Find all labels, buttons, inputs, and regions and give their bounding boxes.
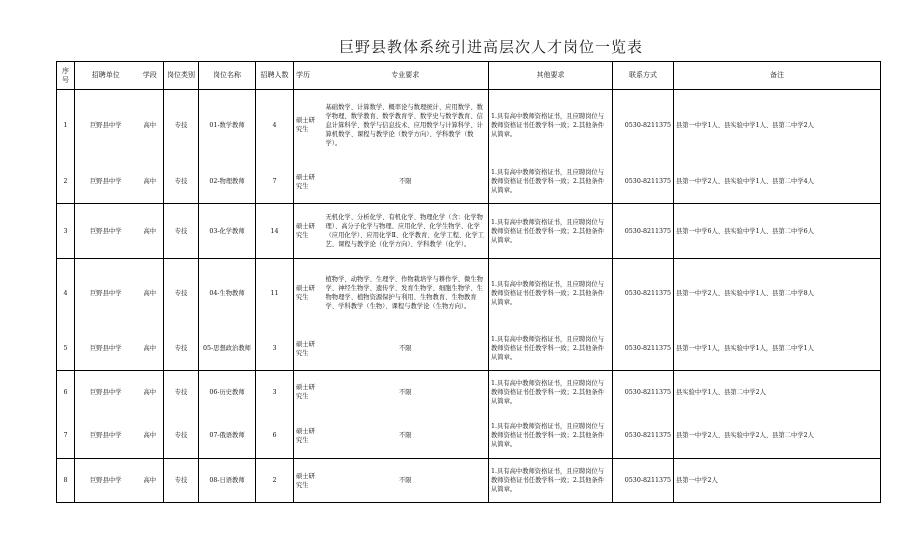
cell-education: 硕士研究生 (294, 459, 323, 503)
cell-count: 7 (256, 161, 294, 204)
cell-stage: 高中 (137, 259, 164, 328)
table-row (57, 371, 881, 414)
cell-stage: 高中 (137, 371, 164, 414)
cell-category: 专技 (164, 90, 199, 161)
cell-no: 1 (57, 90, 75, 161)
cell-contact: 0530-8211375 (613, 204, 674, 259)
cell-unit: 巨野县中学 (75, 90, 137, 161)
cell-category: 专技 (164, 328, 199, 371)
cell-remark: 县第一中学2人 (674, 459, 881, 503)
cell-no: 7 (57, 414, 75, 459)
cell-remark: 县第一中学6人、县实验中学1人、县第二中学6人 (674, 204, 881, 259)
header-major: 专业要求 (323, 62, 489, 90)
cell-category: 专技 (164, 204, 199, 259)
cell-stage: 高中 (137, 204, 164, 259)
header-no: 序号 (57, 62, 75, 90)
cell-position: 02-物理教师 (199, 161, 256, 204)
cell-contact: 0530-8211375 (613, 90, 674, 161)
cell-unit: 巨野县中学 (75, 204, 137, 259)
cell-count: 11 (256, 259, 294, 328)
cell-count: 2 (256, 459, 294, 503)
header-contact: 联系方式 (613, 62, 674, 90)
cell-category: 专技 (164, 414, 199, 459)
cell-remark: 县第一中学2人、县实验中学1人、县第二中学4人 (674, 161, 881, 204)
cell-unit: 巨野县中学 (75, 161, 137, 204)
document-title: 巨野县教体系统引进高层次人才岗位一览表 (338, 38, 643, 56)
cell-contact: 0530-8211375 (613, 328, 674, 371)
cell-other: 1.具有高中教师资格证书，且应聘岗位与教师资格证书任教学科一致；2.其他条件从简章。 (489, 259, 613, 328)
cell-count: 3 (256, 371, 294, 414)
cell-position: 07-俄语教师 (199, 414, 256, 459)
table-row (57, 328, 881, 371)
cell-contact: 0530-8211375 (613, 459, 674, 503)
cell-major: 不限 (323, 371, 489, 414)
cell-major: 基础数学、计算数学、概率论与数理统计、应用数学、数学物理、数学教育、数学教育学、数学史与数学教育、信息计算科学、数学与信息技术、应用数学与计算科学、计算机数学、课程与教学论（数学方向）、学科教学（数学）。 (323, 90, 489, 161)
table-row (57, 204, 881, 259)
cell-no: 2 (57, 161, 75, 204)
cell-count: 6 (256, 414, 294, 459)
cell-count: 4 (256, 90, 294, 161)
cell-unit: 巨野县中学 (75, 259, 137, 328)
cell-remark: 县第一中学1人、县实验中学1人、县第二中学2人 (674, 90, 881, 161)
cell-no: 8 (57, 459, 75, 503)
cell-unit: 巨野县中学 (75, 459, 137, 503)
cell-stage: 高中 (137, 90, 164, 161)
header-position: 岗位名称 (199, 62, 256, 90)
cell-contact: 0530-8211375 (613, 371, 674, 414)
header-count: 招聘人数 (256, 62, 294, 90)
cell-education: 硕士研究生 (294, 161, 323, 204)
cell-remark: 县第一中学1人，县实验中学1人，县第二中学1人 (674, 328, 881, 371)
header-other: 其他要求 (489, 62, 613, 90)
cell-remark: 县第一中学2人、县实验中学2人、县第二中学2人 (674, 414, 881, 459)
cell-stage: 高中 (137, 328, 164, 371)
cell-stage: 高中 (137, 414, 164, 459)
cell-other: 1.具有高中教师资格证书，且应聘岗位与教师资格证书任教学科一致；2.其他条件从简章。 (489, 90, 613, 161)
header-unit: 招聘单位 (75, 62, 137, 90)
cell-count: 14 (256, 204, 294, 259)
cell-education: 硕士研究生 (294, 259, 323, 328)
cell-other: 1.具有高中教师资格证书，且应聘岗位与教师资格证书任教学科一致；2.其他条件从简章。 (489, 161, 613, 204)
cell-major: 不限 (323, 459, 489, 503)
cell-unit: 巨野县中学 (75, 414, 137, 459)
cell-stage: 高中 (137, 459, 164, 503)
table-row (57, 414, 881, 459)
cell-major: 不限 (323, 414, 489, 459)
cell-contact: 0530-8211375 (613, 414, 674, 459)
cell-no: 6 (57, 371, 75, 414)
table-row (57, 259, 881, 328)
cell-unit: 巨野县中学 (75, 328, 137, 371)
cell-category: 专技 (164, 259, 199, 328)
cell-position: 01-数学教师 (199, 90, 256, 161)
cell-other: 1.具有高中教师资格证书，且应聘岗位与教师资格证书任教学科一致；2.其他条件从简章。 (489, 414, 613, 459)
cell-no: 4 (57, 259, 75, 328)
cell-stage: 高中 (137, 161, 164, 204)
cell-major: 无机化学、分析化学、有机化学、物理化学（含：化学物理）、高分子化学与物理、应用化学、化学生物学、化学（应用化学）、应用化学Ⅱ、化学教育、化学工程、化学工艺、课程与教学论（化学方向）、学科教学（化学）。 (323, 204, 489, 259)
cell-position: 03-化学教师 (199, 204, 256, 259)
cell-other: 1.具有高中教师资格证书，且应聘岗位与教师资格证书任教学科一致；2.其他条件从简章。 (489, 371, 613, 414)
positions-table (56, 61, 881, 503)
header-stage: 学段 (137, 62, 164, 90)
cell-contact: 0530-8211375 (613, 259, 674, 328)
table-row (57, 459, 881, 503)
cell-other: 1.具有高中教师资格证书，且应聘岗位与教师资格证书任教学科一致；2.其他条件从简章。 (489, 459, 613, 503)
table-row (57, 90, 881, 161)
header-education: 学历 (294, 62, 323, 90)
cell-position: 04-生物教师 (199, 259, 256, 328)
cell-education: 硕士研究生 (294, 204, 323, 259)
cell-major: 不限 (323, 328, 489, 371)
cell-major: 不限 (323, 161, 489, 204)
cell-education: 硕士研究生 (294, 414, 323, 459)
cell-remark: 县实验中学1人、县第二中学2人 (674, 371, 881, 414)
cell-major: 植物学、动物学、生理学、作物栽培学与耕作学、微生物学、神经生物学、遗传学、发育生物学、细胞生物学、生物物理学、植物资源保护与利用、生物教育、生物教育学、学科教学（生物）、课程与教学论（生物方向）。 (323, 259, 489, 328)
cell-education: 硕士研究生 (294, 90, 323, 161)
header-remark: 备注 (674, 62, 881, 90)
cell-position: 05-思想政治教师 (199, 328, 256, 371)
cell-no: 3 (57, 204, 75, 259)
cell-no: 5 (57, 328, 75, 371)
cell-other: 1.具有高中教师资格证书，且应聘岗位与教师资格证书任教学科一致；2.其他条件从简章。 (489, 328, 613, 371)
header-category: 岗位类别 (164, 62, 199, 90)
cell-unit: 巨野县中学 (75, 371, 137, 414)
cell-remark: 县第一中学2人、县实验中学1人、县第二中学8人 (674, 259, 881, 328)
table-row (57, 161, 881, 204)
cell-contact: 0530-8211375 (613, 161, 674, 204)
cell-count: 3 (256, 328, 294, 371)
cell-position: 08-日语教师 (199, 459, 256, 503)
cell-education: 硕士研究生 (294, 328, 323, 371)
header-row (57, 62, 881, 90)
cell-other: 1.具有高中教师资格证书，且应聘岗位与教师资格证书任教学科一致；2.其他条件从简章。 (489, 204, 613, 259)
cell-category: 专技 (164, 371, 199, 414)
cell-education: 硕士研究生 (294, 371, 323, 414)
cell-position: 06-历史教师 (199, 371, 256, 414)
cell-category: 专技 (164, 161, 199, 204)
cell-category: 专技 (164, 459, 199, 503)
